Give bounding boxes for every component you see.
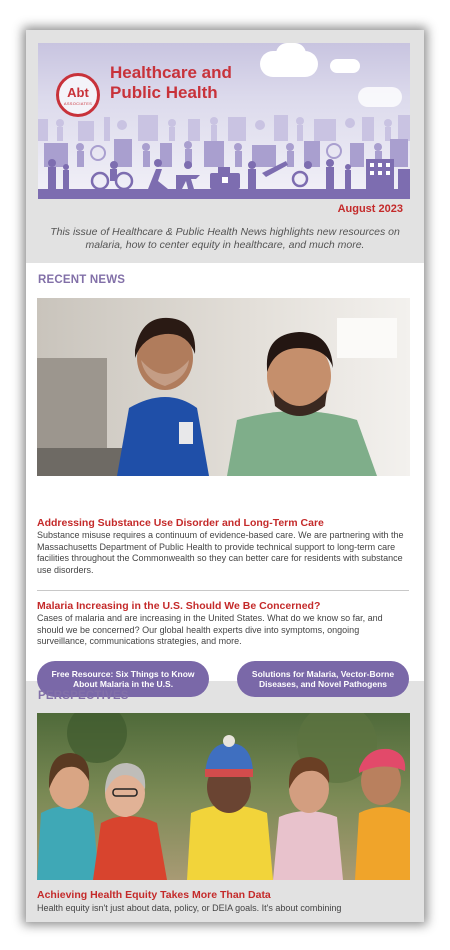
article-title-substance-use[interactable]: Addressing Substance Use Disorder and Long-Term Care <box>37 517 324 529</box>
logo-text: Abt <box>67 85 89 100</box>
newsletter-frame <box>26 30 424 922</box>
women-group-photo[interactable] <box>37 713 410 880</box>
malaria-solutions-button[interactable]: Solutions for Malaria, Vector-Borne Diseases, and Novel Pathogens <box>237 661 409 697</box>
logo-subtext: ASSOCIATES <box>63 101 93 106</box>
health-skyline-illustration <box>38 113 410 199</box>
article-body-substance-use: Substance misuse requires a continuum of evidence-based care. We are partnering with the Massachusetts Department of Public Health to provide technical support to long-term care facilities throughout the Commonwealth so they can better care for residents with substance use disorders. <box>37 530 404 575</box>
cloud-decoration <box>358 87 402 107</box>
article-body-malaria: Cases of malaria and are increasing in the United States. What do we know so far, and should we be concerned? Our global health experts dive into symptoms, ongoing surveillance, communications strategies, and more. <box>37 613 383 646</box>
title-line-1: Healthcare and <box>110 63 232 82</box>
recent-news-heading: RECENT NEWS <box>38 274 126 286</box>
abt-logo[interactable] <box>56 73 100 117</box>
photo-illustration <box>37 713 410 880</box>
cloud-decoration <box>330 59 360 73</box>
article-title-malaria[interactable]: Malaria Increasing in the U.S. Should We Be Concerned? <box>37 600 321 612</box>
issue-date: August 2023 <box>337 203 403 215</box>
newsletter-title <box>110 63 270 103</box>
header-banner <box>38 43 410 199</box>
intro-text: This issue of Healthcare & Public Health News highlights new resources on malaria, how to center equity in healthcare, and much more. <box>50 226 400 251</box>
title-line-2: Public Health <box>110 83 218 102</box>
recent-news-section <box>26 263 424 689</box>
article-divider <box>37 590 409 591</box>
article-title-health-equity[interactable]: Achieving Health Equity Takes More Than Data <box>37 889 271 901</box>
photo-illustration <box>37 298 410 476</box>
malaria-resource-button[interactable]: Free Resource: Six Things to Know About Malaria in the U.S. <box>37 661 209 697</box>
cloud-decoration <box>276 43 306 65</box>
article-body-health-equity: Health equity isn't just about data, policy, or DEIA goals. It's about combining <box>37 903 342 913</box>
nurse-patient-photo[interactable] <box>37 298 410 476</box>
perspectives-heading: PERSPECTIVES <box>38 690 129 702</box>
